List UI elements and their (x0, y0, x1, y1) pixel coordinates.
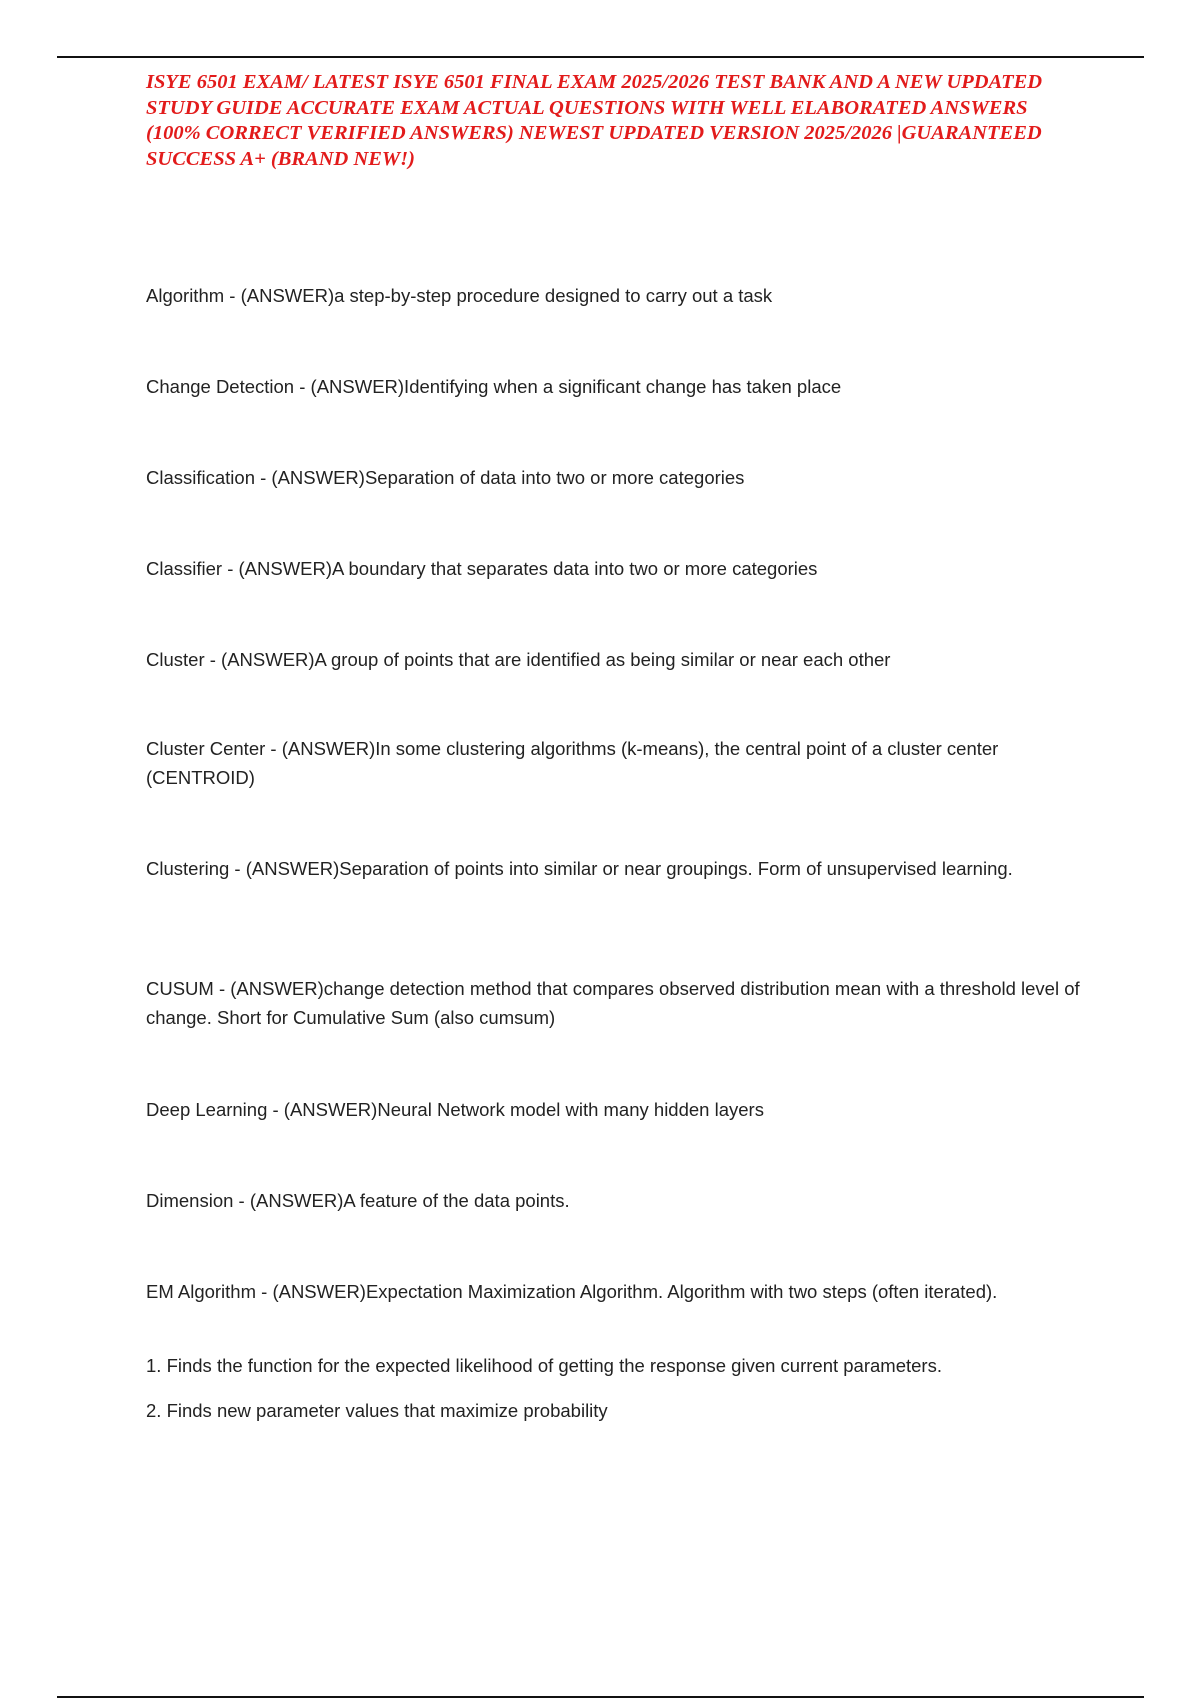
glossary-entry-change-detection: Change Detection - (ANSWER)Identifying when a significant change has taken place (146, 376, 842, 397)
em-step-1: 1. Finds the function for the expected likelihood of getting the response given current parameters. (146, 1355, 942, 1376)
document-title: ISYE 6501 EXAM/ LATEST ISYE 6501 FINAL EXAM 2025/2026 TEST BANK AND A NEW UPDATED STUDY GUIDE ACCURATE EXAM ACTUAL QUESTIONS WITH WELL ELABORATED ANSWERS (100% CORRECT VERIFIED ANSWERS) NEWEST UPDATED VERSION 2025/2026 |GUARANTEED SUCCESS A+ (BRAND NEW!) (146, 71, 1043, 170)
glossary-entry-dimension: Dimension - (ANSWER)A feature of the data points. (146, 1190, 570, 1211)
glossary-entry-deep-learning: Deep Learning - (ANSWER)Neural Network model with many hidden layers (146, 1099, 764, 1120)
glossary-entry-classifier: Classifier - (ANSWER)A boundary that separates data into two or more categories (146, 558, 818, 579)
glossary-entry-cluster-center: Cluster Center - (ANSWER)In some clustering algorithms (k-means), the central point of a cluster center (CENTROID) (146, 738, 999, 788)
glossary-entry-algorithm: Algorithm - (ANSWER)a step-by-step procedure designed to carry out a task (146, 285, 773, 306)
top-rule (57, 56, 1144, 58)
glossary-entry-cusum: CUSUM - (ANSWER)change detection method that compares observed distribution mean with a threshold level of change. Short for Cumulative Sum (also cumsum) (146, 978, 1080, 1028)
bottom-rule (57, 1696, 1144, 1698)
em-step-2: 2. Finds new parameter values that maximize probability (146, 1400, 608, 1421)
glossary-entry-em-algorithm: EM Algorithm - (ANSWER)Expectation Maximization Algorithm. Algorithm with two steps (often iterated). (146, 1281, 998, 1302)
glossary-entry-cluster: Cluster - (ANSWER)A group of points that are identified as being similar or near each other (146, 649, 891, 670)
glossary-entry-clustering: Clustering - (ANSWER)Separation of points into similar or near groupings. Form of unsupervised learning. (146, 858, 1013, 879)
glossary-entry-classification: Classification - (ANSWER)Separation of data into two or more categories (146, 467, 745, 488)
